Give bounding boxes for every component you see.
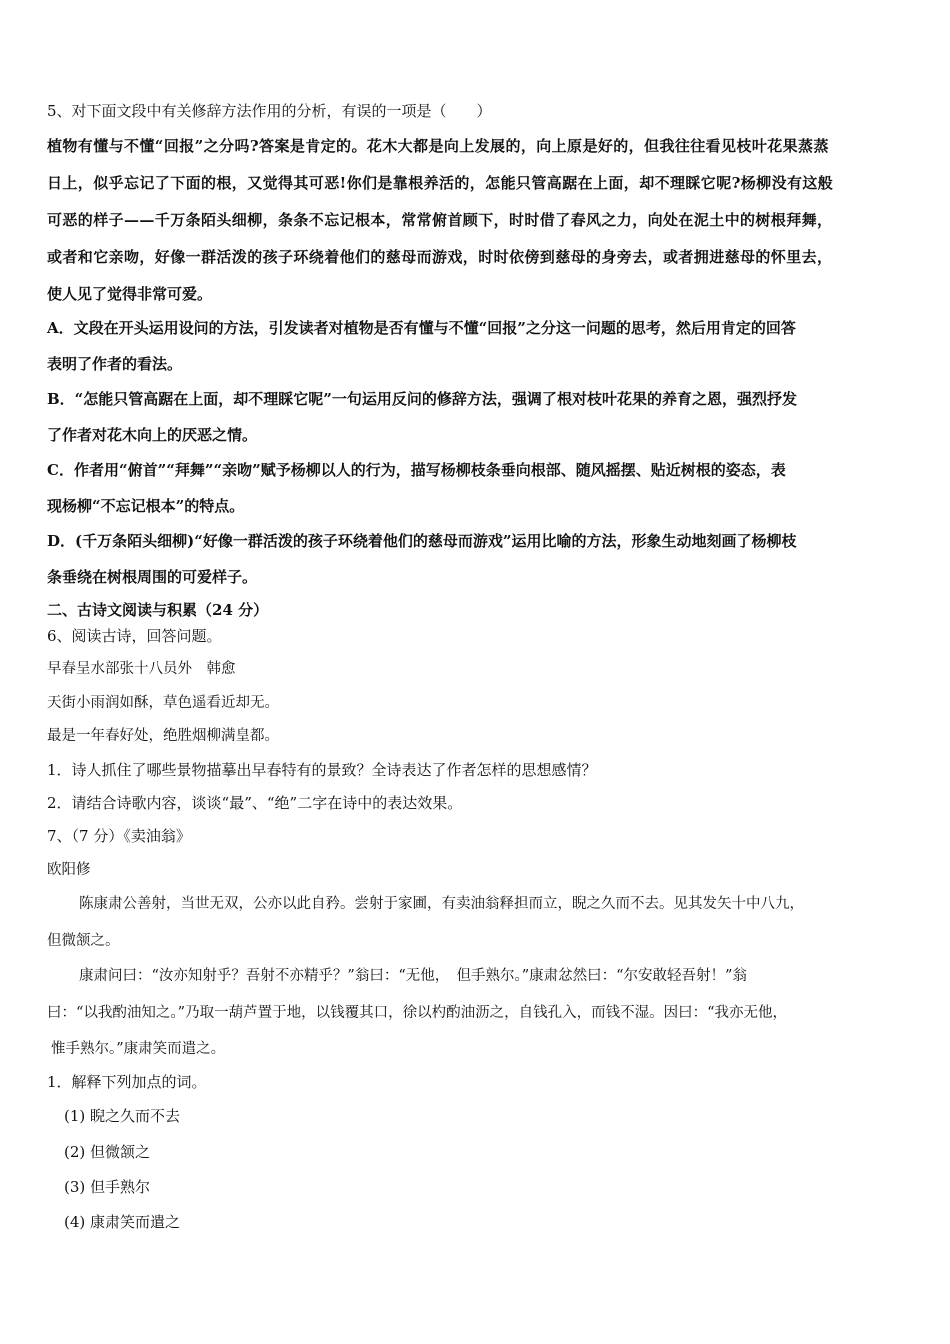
q6-stem: 6、阅读古诗，回答问题。 <box>47 627 222 645</box>
q6-poem-title: 早春呈水部张十八员外 韩愈 <box>47 661 236 677</box>
q5-option-d-line-2: 条垂绕在树根周围的可爱样子。 <box>47 568 258 586</box>
q7-para-2-line-2: 曰：“以我酌油知之。”乃取一葫芦置于地，以钱覆其口，徐以杓酌油沥之，自钱孔入，而钱不湿。因曰：“我亦无他， <box>47 1005 787 1021</box>
q5-option-c-line-1: C．作者用“俯首”“拜舞”“亲吻”赋予杨柳以人的行为，描写杨柳枝条垂向根部、随风摇摆、贴近树根的姿态，表 <box>47 461 786 479</box>
q5-passage-line-2: 日上，似乎忘记了下面的根，又觉得其可恶!你们是靠根养活的，怎能只管高踞在上面，却不理睬它呢?杨柳没有这般 <box>47 174 834 192</box>
q6-poem-line-2: 最是一年春好处，绝胜烟柳满皇都。 <box>47 728 279 744</box>
q7-author: 欧阳修 <box>47 862 91 878</box>
q5-passage-line-5: 使人见了觉得非常可爱。 <box>47 285 213 303</box>
q7-para-2-line-1: 康肃问曰：“汝亦知射乎？吾射不亦精乎？”翁曰：“无他， 但手熟尔。”康肃忿然曰：“尔安敢轻吾射！”翁 <box>79 968 747 984</box>
q6-question-2: 2．请结合诗歌内容，谈谈“最”、“绝”二字在诗中的表达效果。 <box>47 794 463 812</box>
q7-item-4: (4) 康肃笑而遣之 <box>64 1213 181 1231</box>
q7-para-2-line-3: 惟手熟尔。”康肃笑而遣之。 <box>51 1041 226 1057</box>
q7-stem: 7、（7 分）《卖油翁》 <box>47 827 191 845</box>
q5-passage-line-4: 或者和它亲吻，好像一群活泼的孩子环绕着他们的慈母而游戏，时时依傍到慈母的身旁去，或者拥进慈母的怀里去， <box>47 248 833 266</box>
q5-option-a-line-1: A．文段在开头运用设问的方法，引发读者对植物是否有懂与不懂“回报”之分这一问题的思考，然后用肯定的回答 <box>47 319 796 337</box>
q5-stem: 5、对下面文段中有关修辞方法作用的分析，有误的一项是（ ） <box>47 102 492 120</box>
q7-item-1: (1) 睨之久而不去 <box>64 1107 181 1125</box>
q7-item-2: (2) 但微颔之 <box>64 1143 151 1161</box>
q7-sub-stem: 1．解释下列加点的词。 <box>47 1073 207 1091</box>
q7-para-1-line-2: 但微颔之。 <box>47 933 120 949</box>
q5-option-a-line-2: 表明了作者的看法。 <box>47 355 183 373</box>
q6-poem-line-1: 天街小雨润如酥，草色遥看近却无。 <box>47 695 279 711</box>
q5-option-b-line-1: B．“怎能只管高踞在上面，却不理睬它呢”一句运用反问的修辞方法，强调了根对枝叶花果的养育之恩，强烈抒发 <box>47 390 797 408</box>
q5-option-c-line-2: 现杨柳“不忘记根本”的特点。 <box>47 497 245 515</box>
section-2-title: 二、古诗文阅读与积累（24 分） <box>47 601 269 619</box>
q6-question-1: 1．诗人抓住了哪些景物描摹出早春特有的景致？全诗表达了作者怎样的思想感情？ <box>47 761 597 779</box>
q5-option-b-line-2: 了作者对花木向上的厌恶之情。 <box>47 426 258 444</box>
q5-passage-line-3: 可恶的样子——千万条陌头细柳，条条不忘记根本，常常俯首顾下，时时借了春风之力，向处在泥土中的树根拜舞， <box>47 211 833 229</box>
q7-item-3: (3) 但手熟尔 <box>64 1178 151 1196</box>
q5-passage-line-1: 植物有懂与不懂“回报”之分吗?答案是肯定的。花木大都是向上发展的，向上原是好的，但我往往看见枝叶花果蒸蒸 <box>47 137 829 155</box>
q7-para-1-line-1: 陈康肃公善射，当世无双，公亦以此自矜。尝射于家圃，有卖油翁释担而立，睨之久而不去。见其发矢十中八九， <box>79 896 804 912</box>
q5-option-d-line-1: D．(千万条陌头细柳)“好像一群活泼的孩子环绕着他们的慈母而游戏”运用比喻的方法，形象生动地刻画了杨柳枝 <box>47 532 797 550</box>
